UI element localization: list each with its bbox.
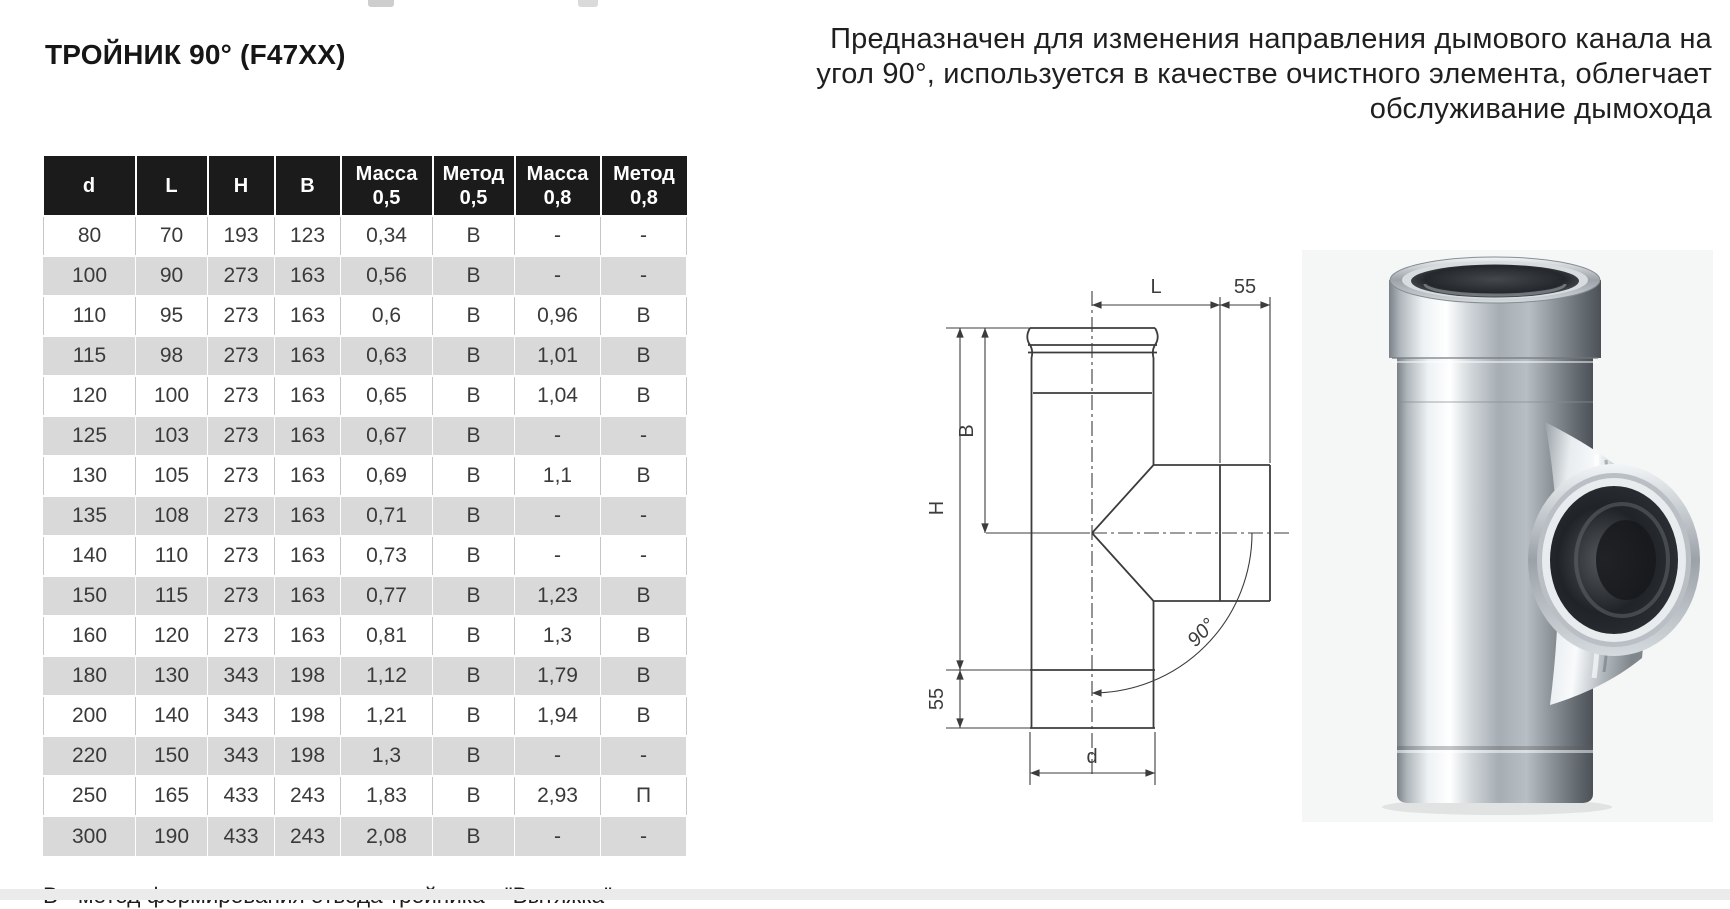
table-cell: 0,63 (341, 336, 433, 376)
table-cell: 160 (44, 616, 136, 656)
table-cell: 150 (136, 736, 208, 776)
table-cell: 140 (44, 536, 136, 576)
table-cell: 273 (208, 576, 275, 616)
table-row (44, 776, 687, 816)
table-row (44, 376, 687, 416)
table-cell: 1,83 (341, 776, 433, 816)
table-cell: 1,04 (515, 376, 601, 416)
table-cell: 110 (44, 296, 136, 336)
table-cell: 70 (136, 216, 208, 256)
column-header: H (208, 156, 275, 216)
table-row (44, 416, 687, 456)
column-header: L (136, 156, 208, 216)
dim-label-b: B (956, 424, 978, 438)
page-crop-artifact (578, 0, 598, 7)
table-cell: - (601, 416, 687, 456)
table-cell: 90 (136, 256, 208, 296)
table-cell: 163 (275, 496, 341, 536)
table-cell: 0,56 (341, 256, 433, 296)
dim-label-d: d (1086, 746, 1098, 768)
dim-label-left-55: 55 (926, 687, 948, 711)
table-cell: 98 (136, 336, 208, 376)
table-cell: - (601, 216, 687, 256)
table-cell: 1,1 (515, 456, 601, 496)
table-cell: 150 (44, 576, 136, 616)
table-cell: 130 (136, 656, 208, 696)
table-cell: 1,94 (515, 696, 601, 736)
table-cell: 273 (208, 496, 275, 536)
column-header: Метод 0,5 (433, 156, 515, 216)
table-cell: 123 (275, 216, 341, 256)
product-photo (1300, 250, 1715, 825)
table-cell: 2,08 (341, 816, 433, 856)
description-line: Предназначен для изменения направления дымового канала на (830, 23, 1712, 55)
table-cell: 1,3 (341, 736, 433, 776)
table-cell: П (601, 776, 687, 816)
table-cell: В (433, 416, 515, 456)
table-cell: 243 (275, 816, 341, 856)
table-cell: 163 (275, 416, 341, 456)
table-cell: - (515, 256, 601, 296)
dimension-labels (926, 276, 1256, 768)
table-cell: В (601, 456, 687, 496)
table-cell: 0,34 (341, 216, 433, 256)
table-cell: В (601, 576, 687, 616)
table-cell: 1,12 (341, 656, 433, 696)
table-cell: В (433, 616, 515, 656)
table-cell: В (601, 616, 687, 656)
table-cell: 250 (44, 776, 136, 816)
table-cell: 120 (44, 376, 136, 416)
table-cell: - (515, 736, 601, 776)
table-cell: 243 (275, 776, 341, 816)
table-cell: В (433, 336, 515, 376)
column-header: Масса 0,5 (341, 156, 433, 216)
table-row (44, 536, 687, 576)
table-cell: 193 (208, 216, 275, 256)
table-cell: - (515, 816, 601, 856)
description-line: обслуживание дымохода (1369, 93, 1712, 125)
table-cell: 0,6 (341, 296, 433, 336)
table-cell: 100 (136, 376, 208, 416)
table-row (44, 496, 687, 536)
table-cell: 103 (136, 416, 208, 456)
table-cell: 273 (208, 416, 275, 456)
table-cell: В (601, 336, 687, 376)
table-cell: 273 (208, 336, 275, 376)
table-cell: - (601, 256, 687, 296)
table-cell: 273 (208, 256, 275, 296)
table-cell: В (433, 656, 515, 696)
table-row (44, 816, 687, 856)
page-bottom-strip (0, 889, 1730, 900)
table-cell: 163 (275, 336, 341, 376)
table-row (44, 296, 687, 336)
table-cell: В (433, 736, 515, 776)
table-cell: 343 (208, 656, 275, 696)
table-cell: В (433, 256, 515, 296)
table-cell: 273 (208, 376, 275, 416)
table-cell: 0,65 (341, 376, 433, 416)
table-cell: 120 (136, 616, 208, 656)
table-cell: 2,93 (515, 776, 601, 816)
table-cell: 220 (44, 736, 136, 776)
table-cell: 1,23 (515, 576, 601, 616)
table-cell: 163 (275, 616, 341, 656)
table-cell: 165 (136, 776, 208, 816)
table-cell: 163 (275, 376, 341, 416)
table-cell: 163 (275, 576, 341, 616)
table-cell: 115 (44, 336, 136, 376)
table-cell: 200 (44, 696, 136, 736)
column-header: B (275, 156, 341, 216)
table-cell: 100 (44, 256, 136, 296)
table-cell: 198 (275, 656, 341, 696)
table-cell: В (433, 376, 515, 416)
table-cell: В (433, 776, 515, 816)
table-cell: 108 (136, 496, 208, 536)
table-cell: 273 (208, 536, 275, 576)
table-cell: 198 (275, 696, 341, 736)
table-cell: 180 (44, 656, 136, 696)
table-row (44, 336, 687, 376)
table-cell: В (433, 816, 515, 856)
table-cell: 273 (208, 296, 275, 336)
product-description (816, 22, 1712, 127)
table-row (44, 216, 687, 256)
table-cell: 105 (136, 456, 208, 496)
table-cell: 95 (136, 296, 208, 336)
column-header: Масса 0,8 (515, 156, 601, 216)
drawing-dimensions (946, 297, 1270, 785)
table-cell: 273 (208, 456, 275, 496)
table-cell: 135 (44, 496, 136, 536)
table-row (44, 736, 687, 776)
table-cell: 433 (208, 776, 275, 816)
table-cell: В (601, 656, 687, 696)
table-cell: В (433, 456, 515, 496)
table-cell: - (515, 216, 601, 256)
table-cell: 343 (208, 736, 275, 776)
table-cell: 0,96 (515, 296, 601, 336)
table-row (44, 616, 687, 656)
table-cell: В (433, 696, 515, 736)
table-cell: В (601, 696, 687, 736)
table-cell: 0,69 (341, 456, 433, 496)
table-cell: 0,67 (341, 416, 433, 456)
table-cell: 0,77 (341, 576, 433, 616)
table-cell: 433 (208, 816, 275, 856)
table-cell: 130 (44, 456, 136, 496)
page-title: ТРОЙНИК 90° (F47XX) (45, 38, 346, 70)
table-cell: - (515, 496, 601, 536)
tee-outline (1027, 328, 1270, 728)
table-cell: 190 (136, 816, 208, 856)
table-cell: В (433, 576, 515, 616)
table-row (44, 656, 687, 696)
table-row (44, 696, 687, 736)
table-row (44, 256, 687, 296)
column-header: Метод 0,8 (601, 156, 687, 216)
table-cell: 163 (275, 536, 341, 576)
table-cell: 1,21 (341, 696, 433, 736)
table-cell: 0,81 (341, 616, 433, 656)
table-cell: В (433, 496, 515, 536)
dim-label-angle: 90° (1183, 614, 1221, 652)
description-line: угол 90°, используется в качестве очистного элемента, облегчает (816, 58, 1712, 90)
table-cell: В (433, 216, 515, 256)
table-cell: В (601, 296, 687, 336)
dim-label-h: H (926, 500, 948, 516)
table-cell: 125 (44, 416, 136, 456)
table-cell: 273 (208, 616, 275, 656)
table-cell: 110 (136, 536, 208, 576)
table-cell: - (515, 536, 601, 576)
column-header: d (44, 156, 136, 216)
table-cell: 343 (208, 696, 275, 736)
table-cell: - (601, 736, 687, 776)
page-crop-artifact (368, 0, 394, 7)
spec-table (43, 156, 687, 856)
table-cell: 1,01 (515, 336, 601, 376)
table-cell: 140 (136, 696, 208, 736)
table-cell: 0,71 (341, 496, 433, 536)
table-header-row (44, 156, 687, 216)
table-row (44, 456, 687, 496)
table-row (44, 576, 687, 616)
drawing-centerlines (1066, 291, 1290, 777)
table-cell: 1,3 (515, 616, 601, 656)
table-cell: 1,79 (515, 656, 601, 696)
table-cell: 80 (44, 216, 136, 256)
table-cell: - (601, 536, 687, 576)
table-cell: - (601, 496, 687, 536)
table-cell: В (601, 376, 687, 416)
dim-label-l: L (1150, 276, 1162, 298)
table-cell: - (515, 416, 601, 456)
table-cell: 300 (44, 816, 136, 856)
dim-label-top-55: 55 (1233, 276, 1257, 298)
table-cell: 163 (275, 456, 341, 496)
table-cell: 198 (275, 736, 341, 776)
technical-drawing (840, 245, 1300, 790)
table-cell: - (601, 816, 687, 856)
table-cell: 0,73 (341, 536, 433, 576)
table-cell: В (433, 536, 515, 576)
table-cell: 163 (275, 256, 341, 296)
table-cell: 115 (136, 576, 208, 616)
table-cell: 163 (275, 296, 341, 336)
table-cell: В (433, 296, 515, 336)
